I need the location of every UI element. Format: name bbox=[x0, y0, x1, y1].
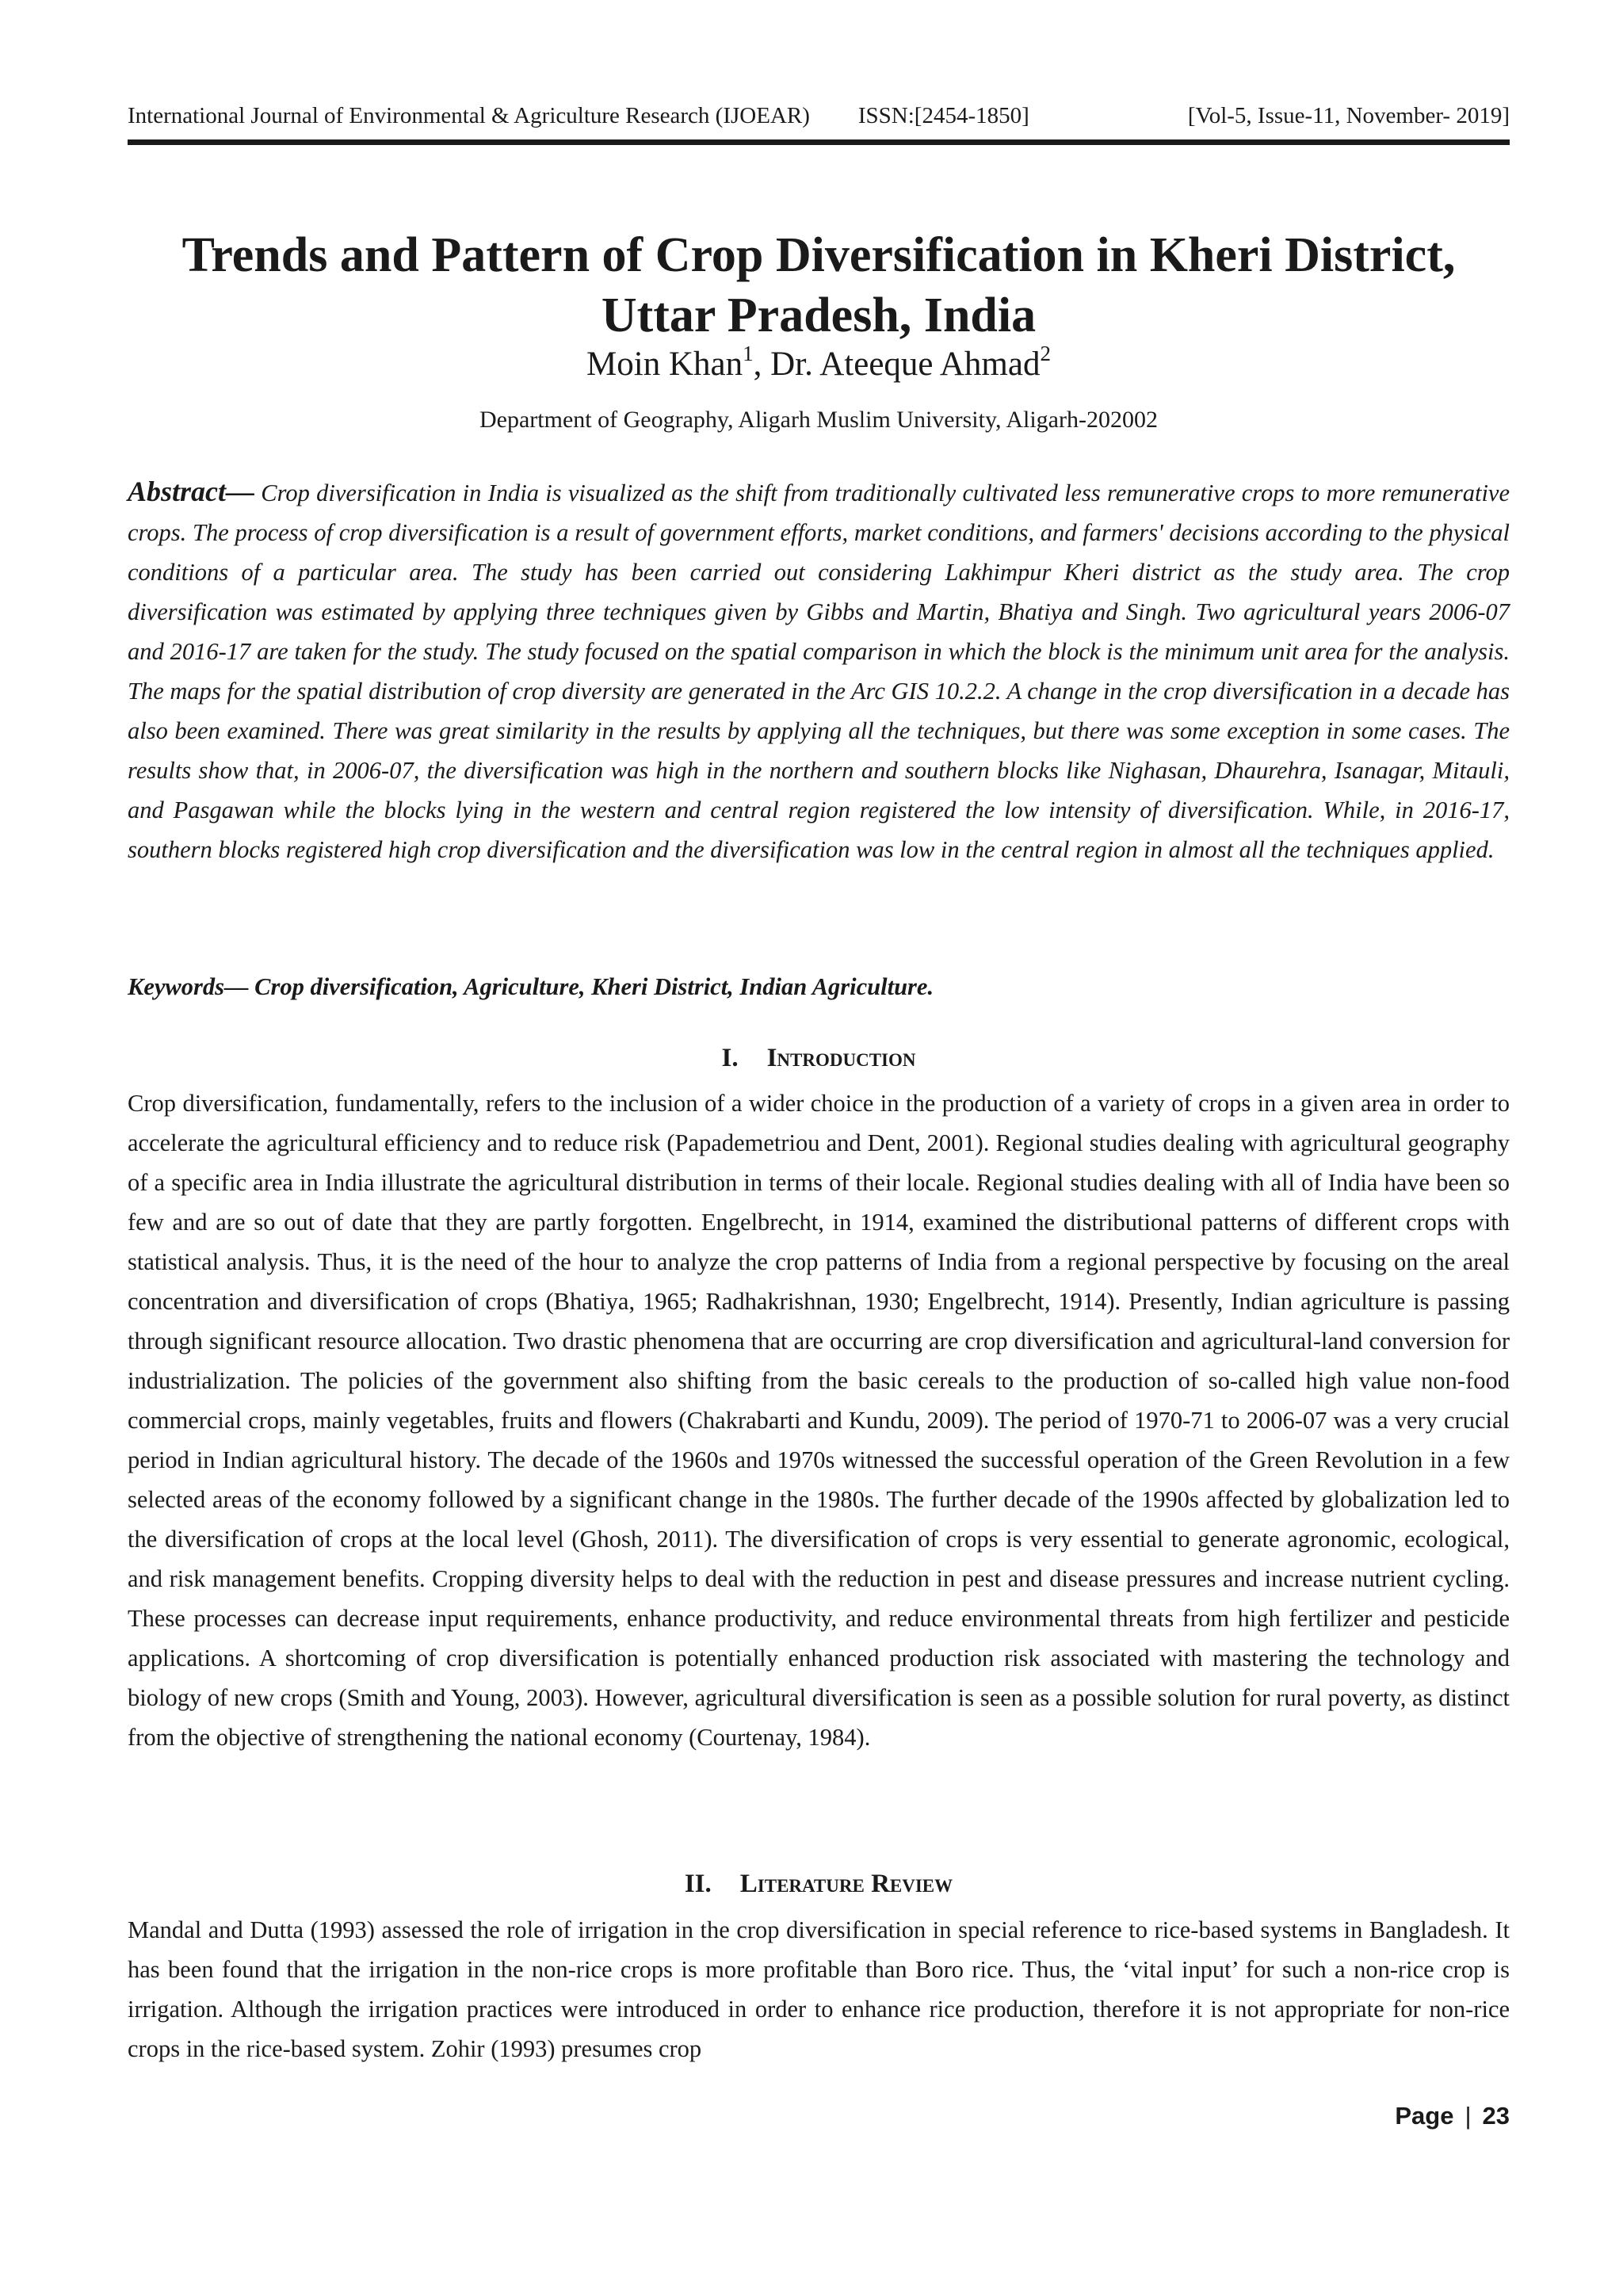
section-title: Literature Review bbox=[739, 1870, 953, 1898]
keywords: Keywords— Crop diversification, Agriculture, Kheri District, Indian Agriculture. bbox=[128, 973, 934, 1000]
author-affiliation-mark: 1 bbox=[743, 342, 754, 365]
section-heading-introduction bbox=[128, 1041, 1510, 1075]
section-number: I. bbox=[721, 1044, 739, 1072]
page-number bbox=[1395, 2100, 1510, 2132]
abstract-label: Abstract— bbox=[128, 476, 255, 507]
running-header bbox=[128, 100, 1510, 145]
issn: ISSN:[2454-1850] bbox=[857, 103, 1029, 128]
author-separator: , bbox=[753, 346, 771, 383]
section-heading-literature-review bbox=[128, 1866, 1510, 1901]
journal-name: International Journal of Environmental & Agriculture Research (IJOEAR) bbox=[128, 103, 810, 128]
affiliation: Department of Geography, Aligarh Muslim University, Aligarh-202002 bbox=[479, 407, 1158, 433]
author-list bbox=[128, 342, 1510, 387]
volume-issue: [Vol-5, Issue-11, November- 2019] bbox=[1187, 103, 1510, 128]
section-number: II. bbox=[684, 1870, 712, 1898]
author-affiliation-mark: 2 bbox=[1040, 342, 1051, 365]
literature-review-paragraph: Mandal and Dutta (1993) assessed the role of irrigation in the crop diversification in special reference to rice-based systems in Bangladesh. It has been found that the irrigation in the non-rice crops is more profitable than Boro rice. Thus, the ‘vital input’ for such a non-rice crop is irrigation. Although the irrigation practices were introduced in order to enhance rice production, therefore it is not appropriate for non-rice crops in the rice-based system. Zohir (1993) presumes crop bbox=[128, 1916, 1510, 2062]
author-name: Dr. Ateeque Ahmad bbox=[770, 346, 1041, 383]
page-label: Page bbox=[1395, 2102, 1454, 2130]
abstract bbox=[128, 472, 1510, 869]
introduction-paragraph: Crop diversification, fundamentally, refers to the inclusion of a wider choice in the production of a variety of crops in a given area in order to accelerate the agricultural efficiency and to reduce risk (Papademetriou and Dent, 2001). Regional studies dealing with agricultural geography of a specific area in India illustrate the agricultural distribution in terms of their locale. Regional studies dealing with all of India have been so few and are so out of date that they are partly forgotten. Engelbrecht, in 1914, examined the distributional patterns of different crops with statistical analysis. Thus, it is the need of the hour to analyze the crop patterns of India from a regional perspective by focusing on the areal concentration and diversification of crops (Bhatiya, 1965; Radhakrishnan, 1930; Engelbrecht, 1914). Presently, Indian agriculture is passing through significant resource allocation. Two drastic phenomena that are occurring are crop diversification and agricultural-land conversion for industrialization. The policies of the government also shifting from the basic cereals to the production of so-called high value non-food commercial crops, mainly vegetables, fruits and flowers (Chakrabarti and Kundu, 2009). The period of 1970-71 to 2006-07 was a very crucial period in Indian agricultural history. The decade of the 1960s and 1970s witnessed the successful operation of the Green Revolution in a few selected areas of the economy followed by a significant change in the 1980s. The further decade of the 1990s affected by globalization led to the diversification of crops at the local level (Ghosh, 2011). The diversification of crops is very essential to generate agronomic, ecological, and risk management benefits. Cropping diversity helps to deal with the reduction in pest and disease pressures and increase nutrient cycling. These processes can decrease input requirements, enhance productivity, and reduce environmental threats from high fertilizer and pesticide applications. A shortcoming of crop diversification is potentially enhanced production risk associated with mastering the technology and biology of new crops (Smith and Young, 2003). However, agricultural diversification is seen as a possible solution for rural poverty, as distinct from the objective of strengthening the national economy (Courtenay, 1984). bbox=[128, 1090, 1510, 1751]
section-title: Introduction bbox=[766, 1044, 916, 1072]
paper-title: Trends and Pattern of Crop Diversification in Kheri District, Uttar Pradesh, India bbox=[181, 228, 1456, 342]
abstract-text: Crop diversification in India is visualized as the shift from traditionally cultivated less remunerative crops to more remunerative crops. The process of crop diversification is a result of government efforts, market conditions, and farmers' decisions according to the physical conditions of a particular area. The study has been carried out considering Lakhimpur Kheri district as the study area. The crop diversification was estimated by applying three techniques given by Gibbs and Martin, Bhatiya and Singh. Two agricultural years 2006-07 and 2016-17 are taken for the study. The study focused on the spatial comparison in which the block is the minimum unit area for the analysis. The maps for the spatial distribution of crop diversity are generated in the Arc GIS 10.2.2. A change in the crop diversification in a decade has also been examined. There was great similarity in the results by applying all the techniques, but there was some exception in some cases. The results show that, in 2006-07, the diversification was high in the northern and southern blocks like Nighasan, Dhaurehra, Isanagar, Mitauli, and Pasgawan while the blocks lying in the western and central region registered the low intensity of diversification. While, in 2016-17, southern blocks registered high crop diversification and the diversification was low in the central region in almost all the techniques applied. bbox=[128, 479, 1510, 863]
author-name: Moin Khan bbox=[586, 346, 743, 383]
page-number-value: 23 bbox=[1482, 2102, 1510, 2130]
page-separator: | bbox=[1465, 2102, 1472, 2130]
